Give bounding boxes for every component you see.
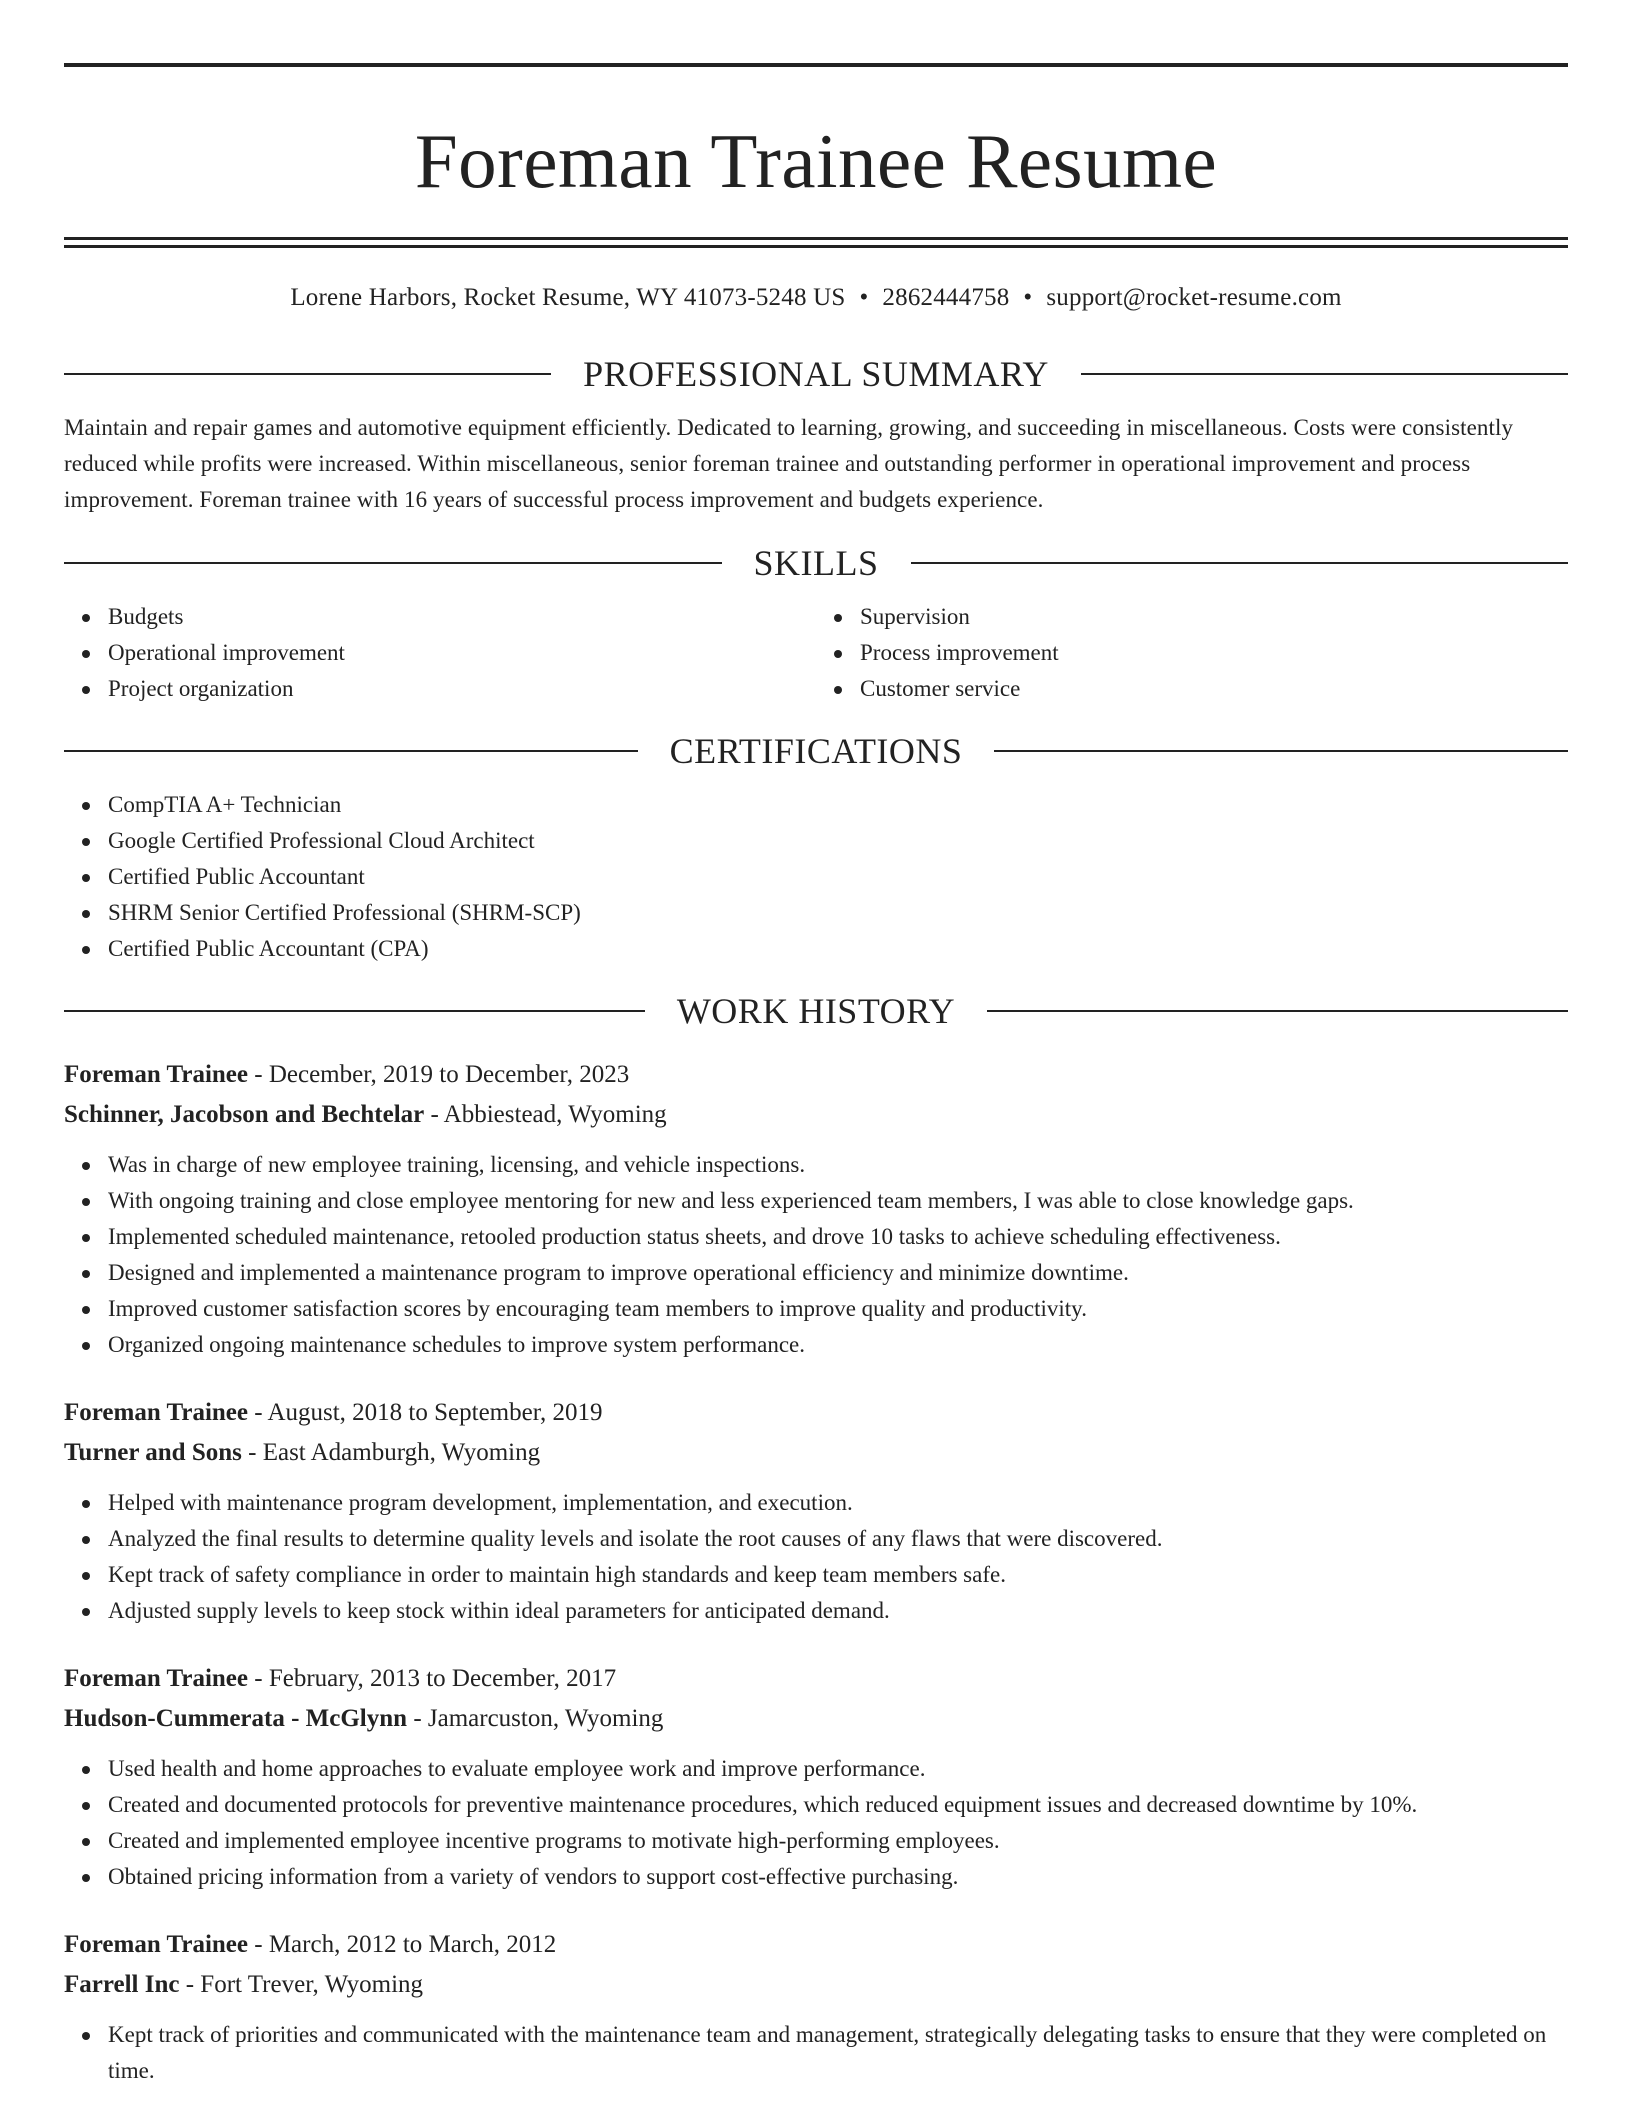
job-company-line — [64, 1965, 1568, 2005]
job-dates: - March, 2012 to March, 2012 — [248, 1931, 557, 1958]
skills-column-left — [64, 599, 816, 707]
job-role: Foreman Trainee — [64, 1665, 248, 1692]
section-heading-summary — [64, 352, 1568, 396]
heading-rule-left — [64, 373, 551, 375]
section-heading-work-history — [64, 989, 1568, 1033]
job-company-line — [64, 1699, 1568, 1739]
job-company-line — [64, 1095, 1568, 1135]
job-bullets — [64, 1147, 1568, 1363]
section-title: PROFESSIONAL SUMMARY — [583, 354, 1049, 394]
job-role: Foreman Trainee — [64, 1931, 248, 1958]
certification-item: SHRM Senior Certified Professional (SHRM-SCP) — [108, 895, 1568, 931]
job-bullet: Was in charge of new employee training, licensing, and vehicle inspections. — [108, 1147, 1568, 1183]
job-bullet: Created and documented protocols for preventive maintenance procedures, which reduced equipment issues and decreased downtime by 10%. — [108, 1787, 1568, 1823]
job-company: Hudson-Cummerata - McGlynn — [64, 1705, 408, 1732]
contact-separator: • — [1023, 284, 1033, 311]
heading-rule-right — [994, 750, 1568, 752]
job-bullet: Used health and home approaches to evaluate employee work and improve performance. — [108, 1751, 1568, 1787]
certification-item: Certified Public Accountant — [108, 859, 1568, 895]
skill-item: Supervision — [860, 599, 1568, 635]
job-bullet: Improved customer satisfaction scores by encouraging team members to improve quality and productivity. — [108, 1291, 1568, 1327]
job-dates: - August, 2018 to September, 2019 — [248, 1399, 603, 1426]
contact-separator: • — [859, 284, 869, 311]
section-heading-skills — [64, 541, 1568, 585]
job-title-line — [64, 1659, 1568, 1699]
job-bullet: Organized ongoing maintenance schedules to improve system performance. — [108, 1327, 1568, 1363]
skills-column-right — [816, 599, 1568, 707]
job-bullet: Kept track of priorities and communicated with the maintenance team and management, strategically delegating tasks to ensure that they were completed on time. — [108, 2017, 1568, 2089]
job-bullet: Adjusted supply levels to keep stock within ideal parameters for anticipated demand. — [108, 1593, 1568, 1629]
certification-item: Certified Public Accountant (CPA) — [108, 931, 1568, 967]
heading-rule-right — [1081, 373, 1568, 375]
job-bullet: Analyzed the final results to determine quality levels and isolate the root causes of any flaws that were discovered. — [108, 1521, 1568, 1557]
job-bullet: Kept track of safety compliance in order to maintain high standards and keep team members safe. — [108, 1557, 1568, 1593]
section-title: WORK HISTORY — [676, 991, 956, 1031]
job-location: - Fort Trever, Wyoming — [179, 1971, 424, 1998]
job-bullet: Obtained pricing information from a variety of vendors to support cost-effective purchasing. — [108, 1859, 1568, 1895]
job-title-line — [64, 1925, 1568, 1965]
job-entry — [64, 1659, 1568, 1895]
top-rule — [64, 63, 1568, 67]
contact-address: Lorene Harbors, Rocket Resume, WY 41073-5248 US — [290, 284, 846, 311]
job-location: - East Adamburgh, Wyoming — [241, 1439, 541, 1466]
job-entry — [64, 1055, 1568, 1363]
summary-text: Maintain and repair games and automotive equipment efficiently. Dedicated to learning, growing, and succeeding in miscellaneous. Costs were consistently reduced while profits were increased. Within miscellaneous, senior foreman trainee and outstanding performer in operational improvement and process improvement. Foreman trainee with 16 years of successful process improvement and budgets experience. — [64, 415, 1514, 512]
skill-item: Budgets — [108, 599, 816, 635]
job-bullet: Helped with maintenance program development, implementation, and execution. — [108, 1485, 1568, 1521]
heading-rule-right — [987, 1010, 1568, 1012]
job-bullets — [64, 1485, 1568, 1629]
contact-line — [64, 282, 1568, 314]
job-location: - Abbiestead, Wyoming — [424, 1101, 667, 1128]
heading-rule-left — [64, 562, 722, 564]
job-entry — [64, 1925, 1568, 2089]
section-title: SKILLS — [753, 543, 879, 583]
contact-email: support@rocket-resume.com — [1046, 284, 1342, 311]
skill-item: Operational improvement — [108, 635, 816, 671]
skills-list — [64, 599, 1568, 707]
job-company: Turner and Sons — [64, 1439, 242, 1466]
job-company: Farrell Inc — [64, 1971, 180, 1998]
section-title: CERTIFICATIONS — [669, 731, 963, 771]
title-double-rule — [64, 237, 1568, 248]
certifications-list — [64, 787, 1568, 967]
job-title-line — [64, 1055, 1568, 1095]
job-bullet: With ongoing training and close employee mentoring for new and less experienced team members, I was able to close knowledge gaps. — [108, 1183, 1568, 1219]
job-role: Foreman Trainee — [64, 1399, 248, 1426]
job-bullet: Designed and implemented a maintenance program to improve operational efficiency and minimize downtime. — [108, 1255, 1568, 1291]
section-heading-certifications — [64, 729, 1568, 773]
job-bullets — [64, 2017, 1568, 2089]
job-bullets — [64, 1751, 1568, 1895]
contact-phone: 2862444758 — [882, 284, 1010, 311]
heading-rule-right — [911, 562, 1569, 564]
job-company-line — [64, 1433, 1568, 1473]
certification-item: CompTIA A+ Technician — [108, 787, 1568, 823]
job-role: Foreman Trainee — [64, 1061, 248, 1088]
job-bullet: Implemented scheduled maintenance, retooled production status sheets, and drove 10 tasks to achieve scheduling effectiveness. — [108, 1219, 1568, 1255]
skill-item: Customer service — [860, 671, 1568, 707]
certification-item: Google Certified Professional Cloud Architect — [108, 823, 1568, 859]
heading-rule-left — [64, 1010, 645, 1012]
job-entry — [64, 1393, 1568, 1629]
job-company: Schinner, Jacobson and Bechtelar — [64, 1101, 425, 1128]
job-dates: - December, 2019 to December, 2023 — [248, 1061, 630, 1088]
job-title-line — [64, 1393, 1568, 1433]
job-bullet: Created and implemented employee incentive programs to motivate high-performing employees. — [108, 1823, 1568, 1859]
skill-item: Process improvement — [860, 635, 1568, 671]
resume-page — [64, 0, 1568, 2089]
heading-rule-left — [64, 750, 638, 752]
job-location: - Jamarcuston, Wyoming — [407, 1705, 664, 1732]
job-dates: - February, 2013 to December, 2017 — [248, 1665, 617, 1692]
skill-item: Project organization — [108, 671, 816, 707]
resume-title: Foreman Trainee Resume — [414, 118, 1218, 204]
